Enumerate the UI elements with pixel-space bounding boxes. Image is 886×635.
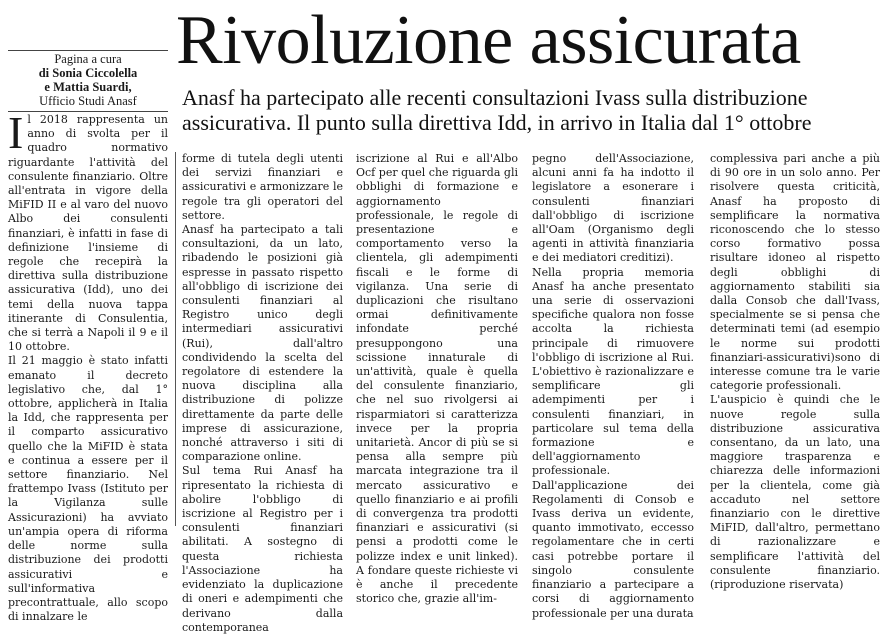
- article-column-4: [532, 152, 694, 620]
- credit-author-2: e Mattia Suardi,: [44, 80, 132, 94]
- paragraph: complessiva pari anche a più di 90 ore in un solo anno. Per risolvere questa criticità, Anasf ha proposto di semplificare la normativa riconoscendo che lo stesso corso formativo possa risultare idoneo al rispetto degli obblighi di aggiornamento stabiliti sia dalla Consob che dall'Ivass, specialmente se si pensa che determinati temi (ad esempio le norme sui prodotti finanziari-assicurativi)sono di interesse comune tra le varie categorie professionali.: [710, 152, 880, 393]
- article-column-3: [356, 152, 518, 606]
- credit-author-1: di Sonia Ciccolella: [38, 66, 138, 80]
- paragraph: Il 21 maggio è stato infatti emanato il decreto legislativo che, dal 1° ottobre, applicherà in Italia la Idd, che rappresenta per il comparto assicurativo quello che la MiFID è stata e continua a essere per il settore finanziario. Nel frattempo Ivass (Istituto per la Vigilanza sulle Assicurazioni) ha avviato un'ampia opera di riforma delle norme sulla distribuzione dei prodotti assicurativi e sull'informativa precontrattuale, allo scopo di innalzare le: [8, 354, 168, 624]
- credit-office: Ufficio Studi Anasf: [39, 94, 137, 108]
- paragraph: Sul tema Rui Anasf ha ripresentato la richiesta di abolire l'obbligo di iscrizione al Registro per i consulenti finanziari abilitati. A sostegno di questa richiesta l'Associazione ha evidenziato la duplicazione di oneri e adempimenti che derivano dalla contemporanea: [182, 464, 343, 634]
- headline-subtitle: Anasf ha partecipato alle recenti consultazioni Ivass sulla distribuzione assicurativa. Il punto sulla direttiva Idd, in arrivo in Italia dal 1° ottobre: [182, 85, 812, 135]
- article-column-5: [710, 152, 880, 592]
- column-rule: [175, 152, 176, 526]
- author-credit: [8, 50, 168, 112]
- paragraph: pegno dell'Associazione, alcuni anni fa ha indotto il legislatore a esonerare i consulenti finanziari dall'obbligo di iscrizione all'Oam (Organismo degli agenti in attività finanziaria e dei mediatori creditizi).: [532, 152, 694, 265]
- paragraph: L'auspicio è quindi che le nuove regole sulla distribuzione assicurativa consentano, da un lato, una maggiore trasparenza e chiarezza delle informazioni per la clientela, come già accaduto nel settore finanziario con le direttive MiFID, dall'altro, permettano di razionalizzare e semplificare l'attività del consulente finanziario. (riproduzione riservata): [710, 393, 880, 592]
- paragraph: forme di tutela degli utenti dei servizi finanziari e assicurativi e armonizzare le regole tra gli operatori del settore.: [182, 152, 343, 222]
- article-column-2: [182, 152, 343, 634]
- paragraph: Nella propria memoria Anasf ha anche presentato una serie di osservazioni specifiche qualora non fosse accolta la richiesta principale di rimuovere l'obbligo di iscrizione al Rui. L'obiettivo è razionalizzare e semplificare gli adempimenti per i consulenti finanziari, in particolare sul tema della formazione e dell'aggiornamento professionale. Dall'applicazione dei Regolamenti di Consob e Ivass deriva un evidente, quanto immotivato, eccesso regolamentare che in certi casi potrebbe portare il singolo consulente finanziario a partecipare a corsi di aggiornamento professionale per una durata: [532, 265, 694, 620]
- paragraph: l 2018 rappresenta un anno di svolta per il quadro normativo riguardante l'attività del consulente finanziario. Oltre all'entrata in vigore della MiFID II e al varo del nuovo Albo dei consulenti finanziari, è infatti in fase di definizione l'insieme di regole che recepirà la direttiva sulla distribuzione assicurativa (Idd), uno dei temi della nuova tappa itinerante di Consulentia, che si terrà a Napoli il 9 e il 10 ottobre.: [8, 113, 168, 354]
- headline-title: Rivoluzione assicurata: [176, 2, 801, 79]
- article-column-1: [8, 107, 168, 624]
- paragraph: iscrizione al Rui e all'Albo Ocf per quel che riguarda gli obblighi di formazione e aggiornamento professionale, le regole di presentazione e comportamento verso la clientela, gli adempimenti fiscali e le forme di vigilanza. Una serie di duplicazioni che risultano ormai definitivamente infondate perché presuppongono una scissione innaturale di un'attività, quale è quella del consulente finanziario, che nel suo rivolgersi ai risparmiatori si caratterizza invece per la propria unitarietà. Ancor di più se si pensa alla sempre più marcata integrazione tra il mercato assicurativo e quello finanziario e ai profili di convergenza tra prodotti finanziari e assicurativi (si pensi a prodotti come le polizze index e unit linked). A fondare queste richieste vi è anche il precedente storico che, grazie all'im-: [356, 152, 518, 606]
- paragraph: Anasf ha partecipato a tali consultazioni, da un lato, ribadendo le posizioni già espresse in passato rispetto all'obbligo di iscrizione dei consulenti finanziari al Registro unico degli intermediari assicurativi (Rui), dall'altro condividendo la scelta del regolatore di estendere la nuova disciplina alla distribuzione di polizze direttamente da parte delle imprese di assicurazione, nonché attraverso i siti di comparazione online.: [182, 223, 343, 464]
- credit-line: Pagina a cura: [54, 52, 122, 66]
- drop-cap: I: [8, 107, 24, 158]
